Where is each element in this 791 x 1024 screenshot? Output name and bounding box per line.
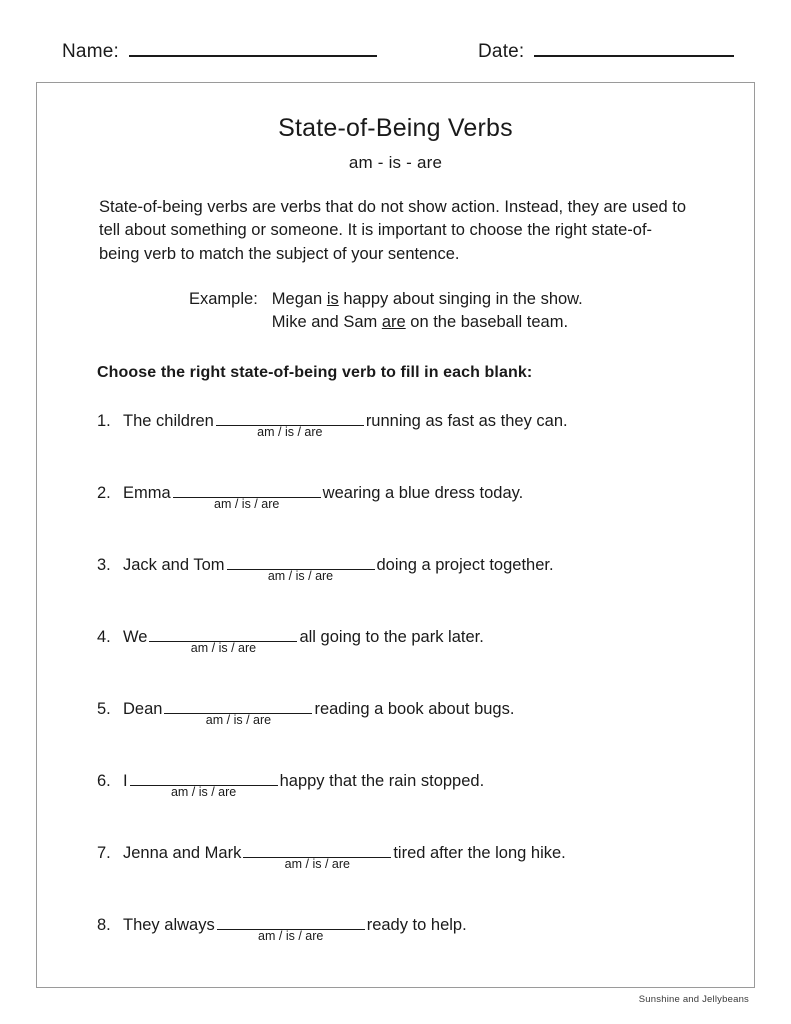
question-item [97,699,754,771]
answer-hint: am / is / are [284,856,350,871]
example-text-after: on the baseball team. [405,313,569,332]
answer-blank[interactable] [173,483,321,498]
answer-blank-group [217,915,365,943]
question-number: 5. [97,699,111,718]
question-number: 6. [97,771,111,790]
answer-blank[interactable] [149,627,297,642]
question-text-before: I [123,771,128,790]
question-text-after: ready to help. [366,915,467,934]
answer-blank-group [164,699,312,727]
answer-hint: am / is / are [205,712,272,727]
answer-hint: am / is / are [267,568,334,583]
question-item [97,915,754,987]
answer-blank-group [227,555,375,583]
answer-blank[interactable] [216,411,364,426]
name-input-line[interactable] [129,40,377,57]
question-text-after: all going to the park later. [299,627,484,646]
question-text-before: Dean [123,699,163,718]
question-text-after: doing a project together. [376,555,554,574]
answer-blank[interactable] [217,915,365,930]
date-label: Date: [478,41,525,62]
question-number: 1. [97,411,111,430]
question-number: 7. [97,843,111,862]
question-number: 4. [97,627,111,646]
name-label: Name: [62,41,119,62]
question-text-before: Jack and Tom [123,555,225,574]
example-text-after: happy about singing in the show. [338,290,583,309]
answer-hint: am / is / are [190,640,257,655]
date-field [478,40,734,63]
question-item [97,411,754,483]
worksheet-body [36,82,755,988]
answer-blank[interactable] [227,555,375,570]
question-item [97,843,754,915]
question-text-after: wearing a blue dress today. [322,483,524,502]
answer-hint: am / is / are [170,784,237,799]
question-text-before: Emma [123,483,171,502]
answer-blank-group [216,411,364,439]
question-text-before: We [123,627,148,646]
question-item [97,627,754,699]
question-text-after: happy that the rain stopped. [279,771,485,790]
example-sentence [272,311,583,334]
intro-paragraph: State-of-being verbs are verbs that do not show action. Instead, they are used to tell about something or someone. It is important to choose the right state-of-being verb to match the subject of your sentence. [99,198,687,263]
answer-blank-group [173,483,321,511]
answer-blank-group [130,771,278,799]
question-list [37,411,754,987]
answer-hint: am / is / are [257,424,323,439]
question-text-after: tired after the long hike. [393,843,566,862]
answer-hint: am / is / are [258,928,324,943]
page-title: State-of-Being Verbs [278,114,513,142]
answer-blank-group [243,843,391,871]
example-verb: is [326,290,339,309]
example-label: Example: [189,290,258,309]
answer-hint: am / is / are [214,496,280,511]
footer-credit: Sunshine and Jellybeans [638,994,749,1005]
answer-blank[interactable] [164,699,312,714]
answer-blank[interactable] [130,771,278,786]
example-sentences [272,288,583,334]
question-item [97,771,754,843]
question-text-before: The children [123,411,214,430]
question-item [97,483,754,555]
answer-blank-group [149,627,297,655]
worksheet-header [0,40,791,72]
question-text-after: reading a book about bugs. [314,699,515,718]
answer-blank[interactable] [243,843,391,858]
instruction-text: Choose the right state-of-being verb to fill in each blank: [97,363,533,381]
example-sentence [272,288,583,311]
question-text-before: They always [123,915,215,934]
question-number: 2. [97,483,111,502]
question-number: 8. [97,915,111,934]
example-block [37,288,754,334]
example-verb: are [381,313,406,332]
question-item [97,555,754,627]
question-text-after: running as fast as they can. [365,411,568,430]
question-number: 3. [97,555,111,574]
question-text-before: Jenna and Mark [123,843,242,862]
name-field [62,40,377,63]
example-text-before: Megan [271,290,327,309]
example-text-before: Mike and Sam [271,313,382,332]
date-input-line[interactable] [534,40,734,57]
page-subtitle: am - is - are [348,153,443,172]
